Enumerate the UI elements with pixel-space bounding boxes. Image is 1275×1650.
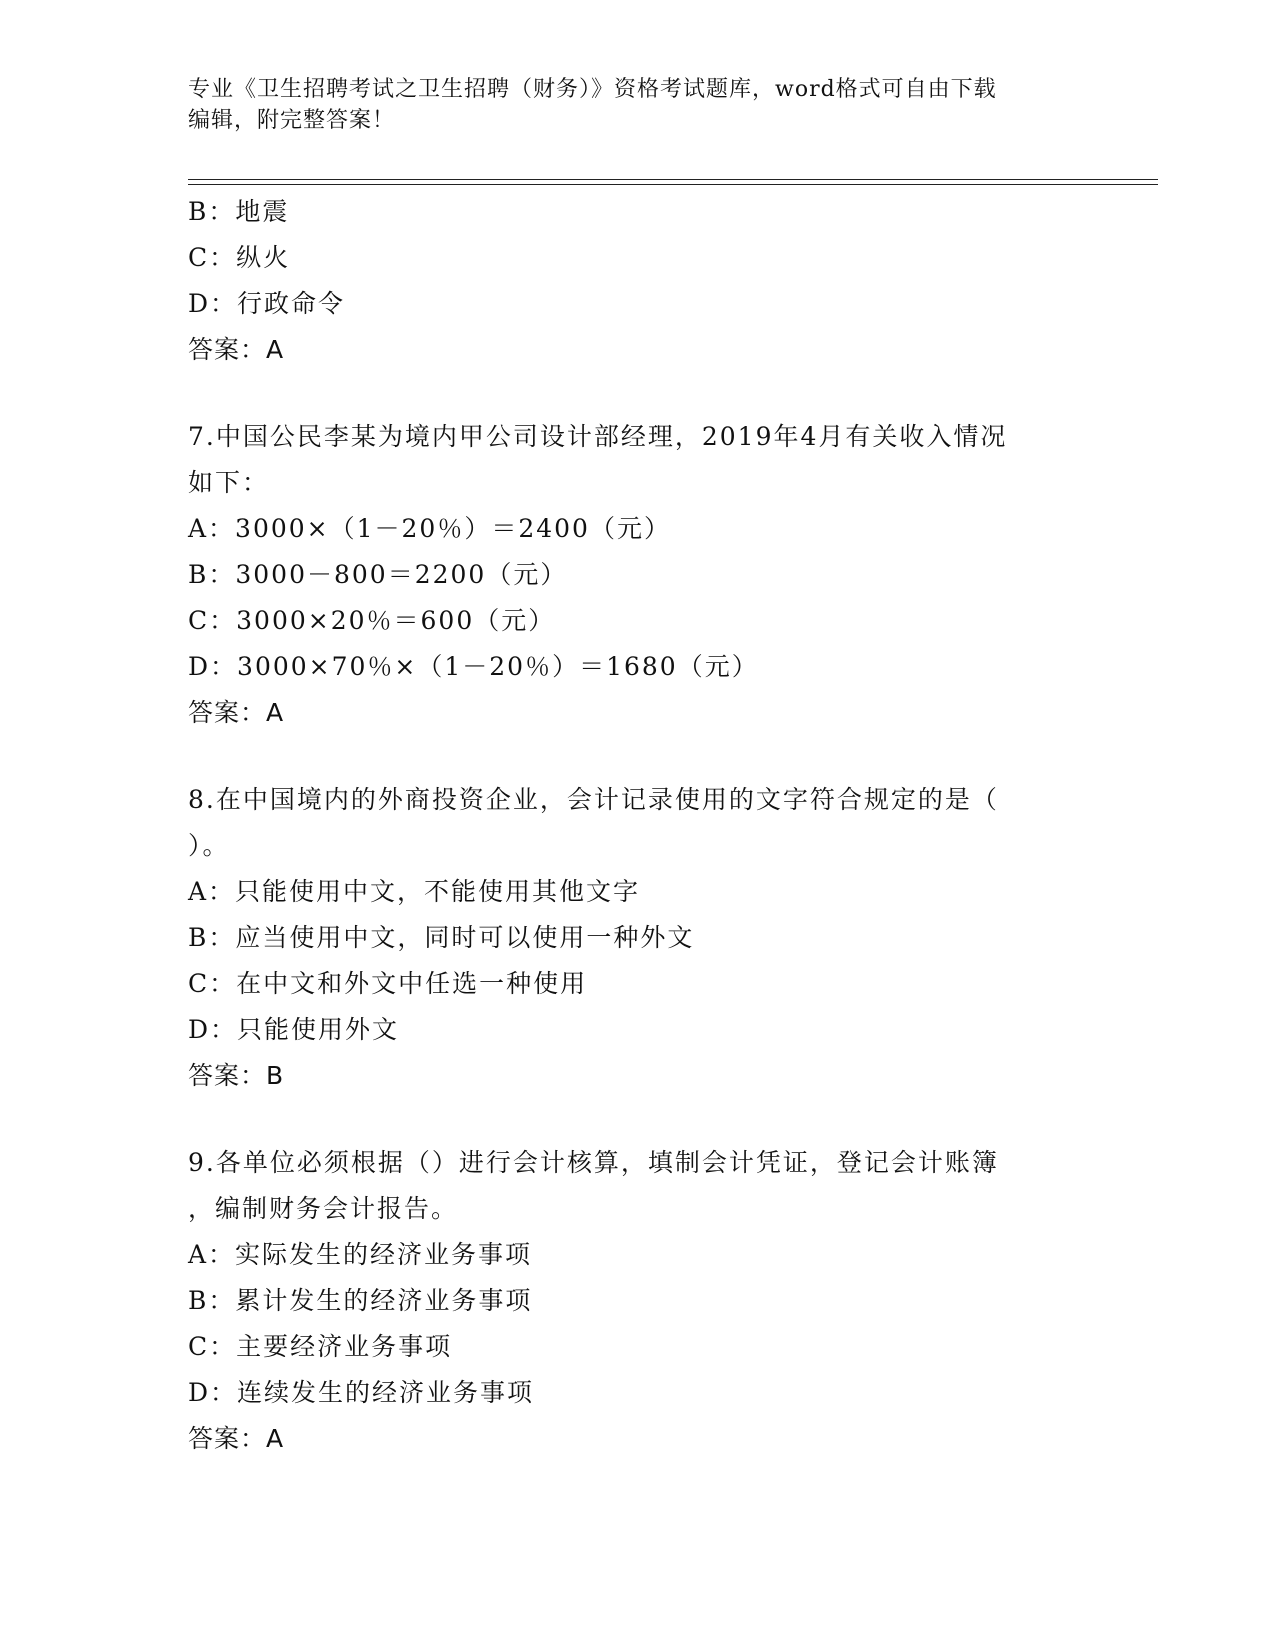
- option-b: B：累计发生的经济业务事项: [188, 1286, 533, 1315]
- question-6-continued: [188, 189, 1088, 373]
- question-8: [188, 777, 1088, 1099]
- question-text: [188, 414, 1068, 506]
- document-header: [188, 74, 1068, 136]
- answer-line: 答案：B: [188, 1061, 285, 1090]
- header-line-1: 专业《卫生招聘考试之卫生招聘（财务）》资格考试题库，word格式可自由下载: [188, 77, 997, 102]
- question-text-line-2: 如下：: [188, 468, 270, 497]
- option-d: D：3000×70％×（1－20％）＝1680（元）: [188, 652, 759, 681]
- option-b: B：应当使用中文，同时可以使用一种外文: [188, 923, 695, 952]
- question-7: [188, 414, 1088, 736]
- option-c: C：主要经济业务事项: [188, 1332, 453, 1361]
- question-text-line-2: ）。: [188, 831, 230, 860]
- option-d: D：只能使用外文: [188, 1015, 400, 1044]
- option-a: A：只能使用中文，不能使用其他文字: [188, 877, 641, 906]
- header-divider-top: [188, 179, 1158, 180]
- question-text: [188, 1140, 1068, 1232]
- answer-line: 答案：A: [188, 335, 285, 364]
- header-divider-bottom: [188, 184, 1158, 185]
- option-b: B：3000－800＝2200（元）: [188, 560, 568, 589]
- option-c: C：纵火: [188, 243, 291, 272]
- option-d: D：行政命令: [188, 289, 346, 318]
- question-text-line-1: 8.在中国境内的外商投资企业，会计记录使用的文字符合规定的是（: [188, 785, 999, 814]
- option-b: B：地震: [188, 197, 290, 226]
- option-c: C：3000×20％＝600（元）: [188, 606, 556, 635]
- option-a: A：实际发生的经济业务事项: [188, 1240, 533, 1269]
- question-text-line-1: 9.各单位必须根据（）进行会计核算，填制会计凭证，登记会计账簿: [188, 1148, 999, 1177]
- option-a: A：3000×（1－20％）＝2400（元）: [188, 514, 671, 543]
- document-body: [188, 189, 1088, 1462]
- answer-line: 答案：A: [188, 698, 285, 727]
- question-text-line-1: 7.中国公民李某为境内甲公司设计部经理，2019年4月有关收入情况: [188, 422, 1008, 451]
- header-line-2: 编辑，附完整答案！: [188, 108, 396, 133]
- option-c: C：在中文和外文中任选一种使用: [188, 969, 588, 998]
- question-text: [188, 777, 1068, 869]
- answer-line: 答案：A: [188, 1424, 285, 1453]
- question-9: [188, 1140, 1088, 1462]
- option-d: D：连续发生的经济业务事项: [188, 1378, 535, 1407]
- question-text-line-2: ，编制财务会计报告。: [188, 1194, 459, 1223]
